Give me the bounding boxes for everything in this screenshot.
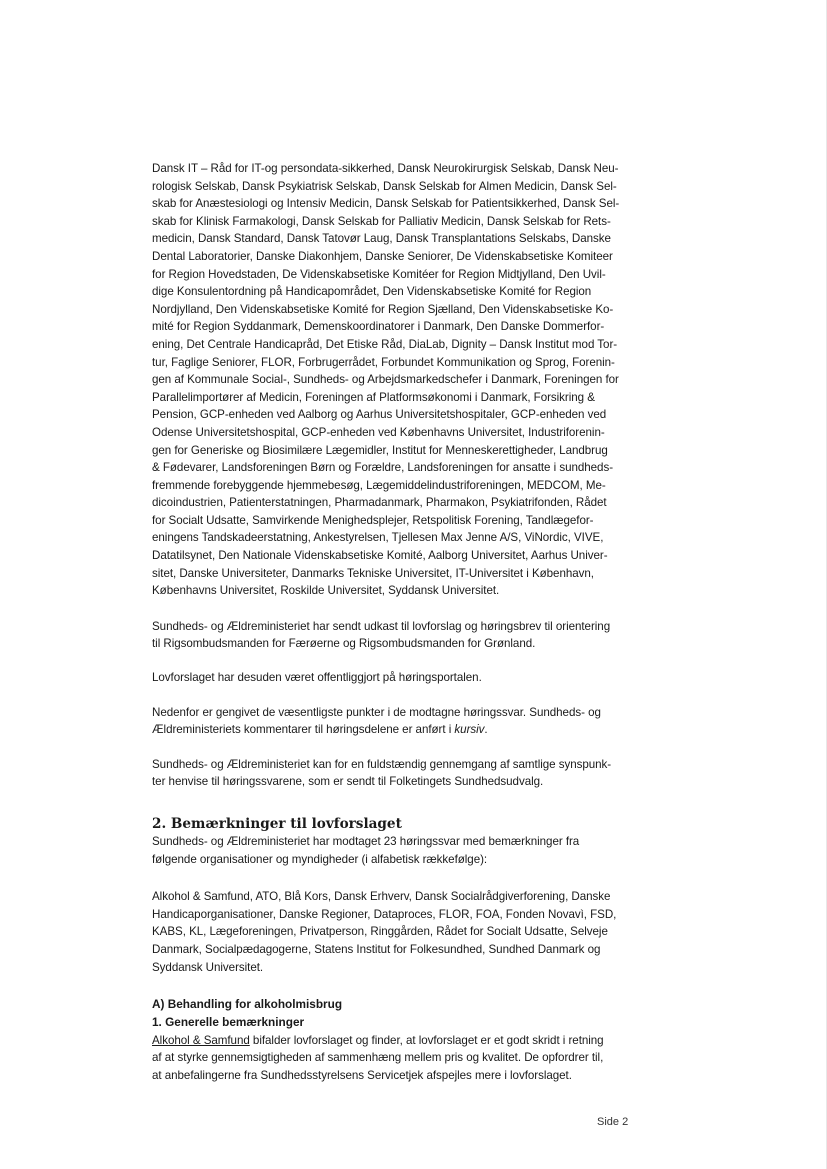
text-line: gen af Kommunale Social-, Sundheds- og Arbejdsmarkedschefer i Danmark, Foreningen for bbox=[152, 373, 619, 387]
text-line: Pension, GCP-enheden ved Aalborg og Aarhus Universitetshospitaler, GCP-enheden ved bbox=[152, 408, 607, 422]
text-line: af at styrke gennemsigtigheden af sammenhæng mellem pris og kvalitet. De opfordrer til, bbox=[152, 1051, 604, 1065]
text-line: til Rigsombudsmanden for Færøerne og Rigsombudsmanden for Grønland. bbox=[152, 637, 536, 651]
summary-note-paragraph bbox=[152, 704, 664, 739]
text-segment: Ældreministeriets kommentarer til høringsdelene er anført i bbox=[152, 723, 455, 737]
page-number: Side 2 bbox=[597, 1116, 629, 1128]
text-line: dige Konsulentordning på Handicapområdet, Den Videnskabsetiske Komité for Region bbox=[152, 285, 592, 299]
text-line: Sundheds- og Ældreministeriet kan for en fuldstændig gennemgang af samtlige synspunk- bbox=[152, 757, 612, 771]
text-line: eningens Tandskadeerstatning, Ankestyrelsen, Tjellesen Max Jenne A/S, ViNordic, VIVE, bbox=[152, 531, 604, 545]
text-line: rologisk Selskab, Dansk Psykiatrisk Selskab, Dansk Selskab for Almen Medicin, Dansk Sel- bbox=[152, 179, 617, 193]
text-line: Dental Laboratorier, Danske Diakonhjem, Danske Seniorer, De Videnskabsetiske Komiteer bbox=[152, 249, 613, 263]
text-line: Sundheds- og Ældreministeriet har modtaget 23 høringssvar med bemærkninger fra bbox=[152, 835, 580, 848]
text-line: ening, Det Centrale Handicapråd, Det Etiske Råd, DiaLab, Dignity – Dansk Institut mod Tor- bbox=[152, 337, 618, 351]
organisations-list-paragraph bbox=[152, 888, 664, 976]
organisation-name: Alkohol & Samfund bbox=[152, 1033, 250, 1047]
text-line: Danmark, Socialpædagogerne, Statens Institut for Folkesundhed, Sundhed Danmark og bbox=[152, 942, 601, 956]
text-line: for Region Hovedstaden, De Videnskabsetiske Komitéer for Region Midtjylland, Den Uvil- bbox=[152, 267, 606, 281]
text-line bbox=[152, 721, 664, 739]
text-line: Syddansk Universitet. bbox=[152, 960, 264, 974]
text-segment: . bbox=[484, 723, 488, 737]
text-line: Nedenfor er gengivet de væsentligste punkter i de modtagne høringssvar. Sundheds- og bbox=[152, 705, 601, 719]
text-line: Handicaporganisationer, Danske Regioner, Dataproces, FLOR, FOA, Fonden Novavì, FSD, bbox=[152, 907, 617, 921]
text-line: Nordjylland, Den Videnskabsetiske Komité for Region Sjælland, Den Videnskabsetiske Ko- bbox=[152, 302, 614, 316]
text-line: mité for Region Syddanmark, Demenskoordinatorer i Danmark, Den Danske Dommerfor- bbox=[152, 320, 605, 334]
text-line: tur, Faglige Seniorer, FLOR, Forbrugerrådet, Forbundet Kommunikation og Sprog, Forenin- bbox=[152, 355, 615, 369]
text-line: Dansk IT – Råd for IT-og persondata-sikkerhed, Dansk Neurokirurgisk Selskab, Dansk Neu- bbox=[152, 162, 619, 175]
text-line: Parallelimportører af Medicin, Foreningen af Platformsøkonomi i Danmark, Forsikring & bbox=[152, 390, 595, 404]
text-line: sitet, Danske Universiteter, Danmarks Tekniske Universitet, IT-Universitet i København, bbox=[152, 566, 594, 580]
full-review-paragraph bbox=[152, 756, 664, 791]
text-line: Datatilsynet, Den Nationale Videnskabsetiske Komité, Aalborg Universitet, Aarhus Univer- bbox=[152, 549, 608, 563]
text-line: dicoindustrien, Patienterstatningen, Pharmadanmark, Pharmakon, Psykiatrifonden, Rådet bbox=[152, 496, 607, 510]
text-line: skab for Klinisk Farmakologi, Dansk Selskab for Palliativ Medicin, Dansk Selskab for Rets- bbox=[152, 214, 611, 228]
document-body bbox=[152, 160, 664, 1085]
text-line: Sundheds- og Ældreministeriet har sendt udkast til lovforslag og høringsbrev til orientering bbox=[152, 619, 611, 633]
text-line: Odense Universitetshospital, GCP-enheden ved Københavns Universitet, Industriforenin- bbox=[152, 425, 605, 439]
italic-word: kursiv bbox=[454, 723, 485, 737]
publication-paragraph bbox=[152, 669, 664, 687]
subsection-subheading: 1. Generelle bemærkninger bbox=[152, 1014, 305, 1029]
text-line: ter henvise til høringssvarene, som er sendt til Folketingets Sundhedsudvalg. bbox=[152, 775, 544, 789]
text-line: medicin, Dansk Standard, Dansk Tatovør Laug, Dansk Transplantations Selskabs, Danske bbox=[152, 232, 611, 246]
text-line: Lovforslaget har desuden været offentliggjort på høringsportalen. bbox=[152, 671, 482, 685]
text-line: for Socialt Udsatte, Samvirkende Menighedsplejer, Retspolitisk Forening, Tandlægefor- bbox=[152, 513, 594, 527]
subsection-body-paragraph bbox=[152, 1032, 664, 1085]
text-line: gen for Generiske og Biosimilære Lægemidler, Institut for Menneskerettigheder, Landbrug bbox=[152, 443, 608, 457]
orientation-paragraph bbox=[152, 618, 664, 653]
hearing-parties-paragraph bbox=[152, 160, 664, 600]
text-line: Alkohol & Samfund, ATO, Blå Kors, Dansk Erhverv, Dansk Socialrådgiverforening, Danske bbox=[152, 890, 611, 904]
text-line: følgende organisationer og myndigheder (i alfabetisk rækkefølge): bbox=[152, 852, 488, 866]
text-line: & Fødevarer, Landsforeningen Børn og Forældre, Landsforeningen for ansatte i sundheds- bbox=[152, 461, 614, 475]
section-heading: 2. Bemærkninger til lovforslaget bbox=[152, 816, 402, 832]
subsection-heading: A) Behandling for alkoholmisbrug bbox=[152, 997, 343, 1012]
text-line bbox=[152, 1032, 664, 1050]
text-line: Københavns Universitet, Roskilde Universitet, Syddansk Universitet. bbox=[152, 584, 500, 598]
section-intro-paragraph bbox=[152, 833, 664, 868]
text-line: skab for Anæstesiologi og Intensiv Medicin, Dansk Selskab for Patientsikkerhed, Dansk Sel- bbox=[152, 197, 620, 211]
text-line: fremmende forebyggende hjemmebesøg, Lægemiddelindustriforeningen, MEDCOM, Me- bbox=[152, 478, 606, 492]
text-segment: bifalder lovforslaget og finder, at lovforslaget er et godt skridt i retning bbox=[249, 1033, 604, 1047]
text-line: KABS, KL, Lægeforeningen, Privatperson, Ringgården, Rådet for Socialt Udsatte, Selveje bbox=[152, 925, 608, 939]
text-line: at anbefalingerne fra Sundhedsstyrelsens Servicetjek afspejles mere i lovforslaget. bbox=[152, 1068, 572, 1082]
